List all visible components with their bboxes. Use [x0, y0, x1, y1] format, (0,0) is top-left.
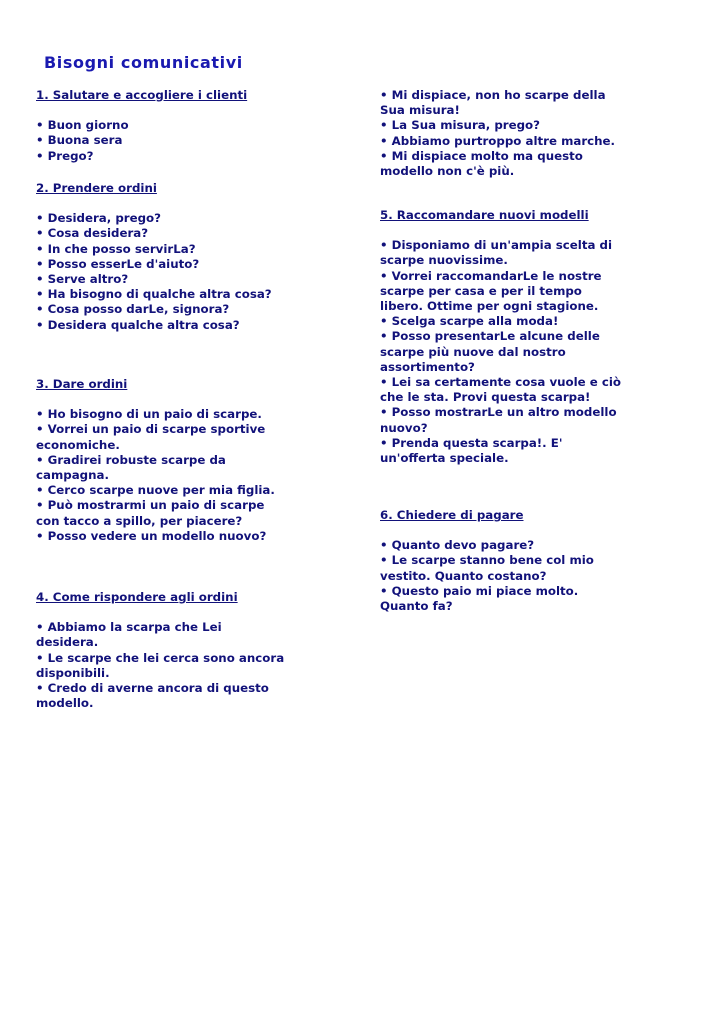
section-items: [36, 620, 286, 711]
list-item: • Cerco scarpe nuove per mia figlia.: [36, 483, 275, 498]
list-item: • Prego?: [36, 148, 94, 163]
list-item: • Ho bisogno di un paio di scarpe.: [36, 407, 262, 422]
section-items: [380, 88, 625, 179]
section-items: [36, 118, 286, 164]
section-items: [380, 238, 625, 466]
list-item: • Posso vedere un modello nuovo?: [36, 528, 267, 543]
section-4-continued: [380, 88, 625, 179]
list-item: • In che posso servirLa?: [36, 241, 196, 256]
list-item: • Desidera qualche altra cosa?: [36, 317, 240, 332]
list-item: • Mi dispiace molto ma questo modello non c'è più.: [380, 148, 583, 179]
section-items: [36, 211, 286, 333]
list-item: • Serve altro?: [36, 272, 129, 287]
section-heading: 4. Come rispondere agli ordini: [36, 590, 238, 604]
page-title: Bisogni comunicativi: [44, 53, 243, 72]
list-item: • Le scarpe che lei cerca sono ancora disponibili.: [36, 650, 285, 680]
list-item: • Abbiamo la scarpa che Lei desidera.: [36, 620, 222, 650]
section-items: [380, 538, 625, 614]
list-item: • Mi dispiace, non ho scarpe della Sua misura!: [380, 88, 606, 118]
list-item: • Abbiamo purtroppo altre marche.: [380, 133, 616, 148]
section-2: [36, 181, 286, 333]
section-5: [380, 208, 625, 466]
list-item: • Cosa posso darLe, signora?: [36, 302, 230, 317]
list-item: • Scelga scarpe alla moda!: [380, 314, 559, 329]
section-heading: 6. Chiedere di pagare: [380, 508, 524, 522]
list-item: • Posso esserLe d'aiuto?: [36, 256, 200, 271]
section-heading: 5. Raccomandare nuovi modelli: [380, 208, 589, 222]
section-4: [36, 590, 286, 711]
list-item: • Questo paio mi piace molto. Quanto fa?: [380, 583, 579, 614]
list-item: • Lei sa certamente cosa vuole e ciò che le sta. Provi questa scarpa!: [380, 375, 622, 405]
section-heading: 1. Salutare e accogliere i clienti: [36, 88, 248, 102]
list-item: • Posso presentarLe alcune delle scarpe più nuove dal nostro assortimento?: [380, 329, 600, 374]
list-item: • Buona sera: [36, 133, 123, 148]
section-6: [380, 508, 625, 614]
list-item: • Disponiamo di un'ampia scelta di scarpe nuovissime.: [380, 238, 613, 268]
section-heading: 2. Prendere ordini: [36, 181, 157, 195]
list-item: • Può mostrarmi un paio di scarpe con tacco a spillo, per piacere?: [36, 498, 265, 528]
list-item: • Posso mostrarLe un altro modello nuovo?: [380, 405, 617, 435]
list-item: • Credo di averne ancora di questo modello.: [36, 681, 269, 711]
list-item: • Cosa desidera?: [36, 226, 149, 241]
list-item: • Ha bisogno di qualche altra cosa?: [36, 287, 272, 302]
list-item: • Buon giorno: [36, 118, 129, 133]
list-item: • Vorrei un paio di scarpe sportive economiche.: [36, 422, 266, 452]
section-heading: 3. Dare ordini: [36, 377, 128, 391]
section-items: [36, 407, 286, 544]
list-item: • La Sua misura, prego?: [380, 118, 540, 133]
list-item: • Le scarpe stanno bene col mio vestito. Quanto costano?: [380, 553, 594, 583]
list-item: • Desidera, prego?: [36, 211, 161, 226]
section-1: [36, 88, 286, 164]
section-3: [36, 377, 286, 544]
list-item: • Quanto devo pagare?: [380, 538, 535, 553]
list-item: • Gradirei robuste scarpe da campagna.: [36, 452, 226, 483]
list-item: • Prenda questa scarpa!. E' un'offerta speciale.: [380, 435, 563, 466]
list-item: • Vorrei raccomandarLe le nostre scarpe per casa e per il tempo libero. Ottime per ogni stagione.: [380, 268, 602, 314]
